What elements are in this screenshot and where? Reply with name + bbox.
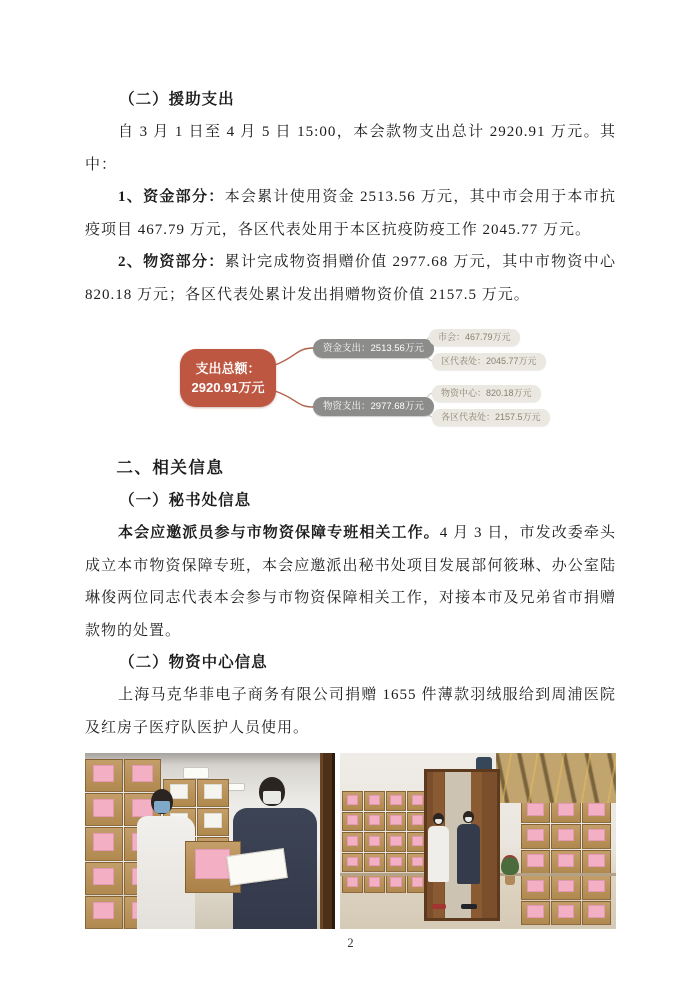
materials-center-text: 上海马克华菲电子商务有限公司捐赠 1655 件薄款羽绒服给到周浦医院及红房子医疗队医护人员使用。 <box>85 687 616 736</box>
pink-label <box>369 815 380 825</box>
root-value: 2920.91万元 <box>191 380 265 395</box>
paragraph-materials <box>85 246 616 311</box>
cardboard-box <box>521 901 550 926</box>
root-title: 支出总额： <box>195 361 261 376</box>
paragraph-expenditure-total <box>85 116 616 181</box>
cardboard-box <box>582 850 611 875</box>
heading-secretariat-info: （一）秘书处信息 <box>119 492 252 509</box>
photo-right-lobby-scene <box>340 753 616 929</box>
cardboard-box <box>582 824 611 849</box>
pink-label <box>93 765 114 782</box>
pink-label <box>527 854 543 867</box>
nurse-figure-small <box>428 813 449 909</box>
man-figure-small <box>457 811 480 909</box>
pink-label <box>93 833 114 850</box>
pink-label <box>558 880 574 893</box>
potted-plant <box>501 857 519 885</box>
expenditure-total-text: 自 3 月 1 日至 4 月 5 日 15:00，本会款物支出总计 2920.91 万元。其中： <box>85 124 616 173</box>
nurse-head <box>433 813 444 825</box>
mindmap-leaf-city-council: 市会：467.79万元 <box>429 329 520 346</box>
mindmap-root-total <box>180 349 276 407</box>
pink-label <box>412 877 423 887</box>
mindmap-node-materials: 物资支出：2977.68万元 <box>313 397 434 416</box>
cardboard-box <box>85 862 123 895</box>
pink-label <box>369 836 380 846</box>
cardboard-box <box>551 875 580 900</box>
cardboard-box <box>551 824 580 849</box>
cardboard-box <box>386 791 407 811</box>
pink-label <box>347 795 358 805</box>
cardboard-box <box>521 850 550 875</box>
nurse-head <box>151 789 173 814</box>
pink-label <box>369 795 380 805</box>
pink-label <box>347 836 358 846</box>
photo-left-handover-scene <box>85 753 335 929</box>
navy-outfit <box>457 824 480 884</box>
pink-label <box>347 815 358 825</box>
mindmap-leaf-district-materials: 各区代表处：2157.5万元 <box>432 409 550 426</box>
cardboard-box <box>521 875 550 900</box>
face-mask <box>435 819 443 825</box>
man-head <box>463 811 474 823</box>
white-label <box>204 784 222 799</box>
pink-label <box>527 905 543 918</box>
pink-label <box>558 829 574 842</box>
paragraph-materials-center <box>85 679 616 744</box>
paragraph-secretariat <box>85 517 616 647</box>
cardboard-box <box>386 812 407 832</box>
white-label <box>204 813 222 828</box>
dark-shoes <box>461 904 477 909</box>
pink-label <box>588 803 604 816</box>
mindmap-leaf-district-offices: 区代表处：2045.77万元 <box>432 353 546 370</box>
pink-label <box>390 857 401 867</box>
cardboard-box <box>551 901 580 926</box>
cardboard-box <box>521 824 550 849</box>
face-mask <box>465 817 473 823</box>
pink-label <box>527 880 543 893</box>
pink-label <box>132 765 153 782</box>
page-number: 2 <box>347 936 354 950</box>
cardboard-box <box>342 873 363 893</box>
pink-label <box>195 849 231 879</box>
pink-label <box>527 803 543 816</box>
pink-label <box>588 829 604 842</box>
cardboard-box <box>342 853 363 873</box>
heading-materials-center-info: （二）物资中心信息 <box>119 654 268 671</box>
pink-label <box>412 857 423 867</box>
pink-label <box>558 803 574 816</box>
pink-label <box>93 902 114 919</box>
cardboard-box <box>85 759 123 792</box>
heading-aid-expenditure: （二）援助支出 <box>119 91 235 108</box>
pink-label <box>347 877 358 887</box>
cardboard-box <box>342 791 363 811</box>
face-mask <box>263 791 282 804</box>
secretariat-bold-lead: 本会应邀派员参与市物资保障专班相关工作。 <box>118 525 440 541</box>
cardboard-box <box>342 812 363 832</box>
cardboard-box <box>386 832 407 852</box>
pink-label <box>93 868 114 885</box>
plant-leaves <box>501 857 519 875</box>
cardboard-box <box>386 853 407 873</box>
face-mask <box>154 801 170 813</box>
door-frame <box>320 753 335 929</box>
cardboard-box <box>582 875 611 900</box>
pink-label <box>347 857 358 867</box>
secretariat-text: 4 月 3 日，市发改委牵头成立本市物资保障专班，本会应邀派出秘书处项目发展部何筱琳、办公室陆琳俊两位同志代表本会参与市物资保障相关工作，对接本市及兄弟省市捐赠款物的处置。 <box>85 525 616 639</box>
cardboard-box <box>124 759 162 792</box>
plant-pot <box>505 876 515 885</box>
heading-related-info: 二、相关信息 <box>116 459 225 477</box>
box-wall-left <box>342 791 428 893</box>
pink-label <box>390 815 401 825</box>
cardboard-box <box>364 853 385 873</box>
materials-label: 2、物资部分： <box>118 254 225 270</box>
donor-head <box>259 777 285 806</box>
red-shoes <box>432 904 446 909</box>
cardboard-box <box>364 791 385 811</box>
mindmap-leaf-materials-center: 物资中心：820.18万元 <box>432 385 541 402</box>
calligraphy-wall <box>496 753 616 803</box>
cardboard-box <box>551 850 580 875</box>
cardboard-box <box>197 808 230 836</box>
cardboard-box <box>364 832 385 852</box>
mindmap-node-funds: 资金支出：2513.56万元 <box>313 339 434 358</box>
pink-label <box>558 854 574 867</box>
pink-label <box>588 905 604 918</box>
donation-photo-composite <box>85 753 616 929</box>
cardboard-box <box>197 779 230 807</box>
cardboard-box <box>364 812 385 832</box>
ceiling-light <box>183 767 209 779</box>
cardboard-box <box>582 901 611 926</box>
pink-label <box>412 836 423 846</box>
pink-label <box>588 880 604 893</box>
pink-label <box>369 877 380 887</box>
cardboard-box <box>364 873 385 893</box>
pink-label <box>369 857 380 867</box>
pink-label <box>527 829 543 842</box>
pink-label <box>588 854 604 867</box>
materials-text: 累计完成物资捐赠价值 2977.68 万元，其中市物资中心 820.18 万元；各区代表处累计发出捐赠物资价值 2157.5 万元。 <box>85 254 616 303</box>
funds-label: 1、资金部分： <box>118 189 225 205</box>
funds-text: 本会累计使用资金 2513.56 万元，其中市会用于本市抗疫项目 467.79 万元，各区代表处用于本区抗疫防疫工作 2045.77 万元。 <box>85 189 616 238</box>
pink-label <box>412 795 423 805</box>
pink-label <box>390 877 401 887</box>
pink-label <box>390 836 401 846</box>
cardboard-box <box>386 873 407 893</box>
cardboard-box <box>342 832 363 852</box>
cardboard-box <box>85 793 123 826</box>
cardboard-box <box>85 896 123 929</box>
pink-label <box>558 905 574 918</box>
expenditure-mindmap <box>85 327 616 439</box>
pink-label <box>390 795 401 805</box>
paragraph-funds <box>85 181 616 246</box>
cardboard-box <box>85 827 123 860</box>
white-coat <box>428 826 449 882</box>
pink-label <box>412 815 423 825</box>
pink-label <box>93 799 114 816</box>
